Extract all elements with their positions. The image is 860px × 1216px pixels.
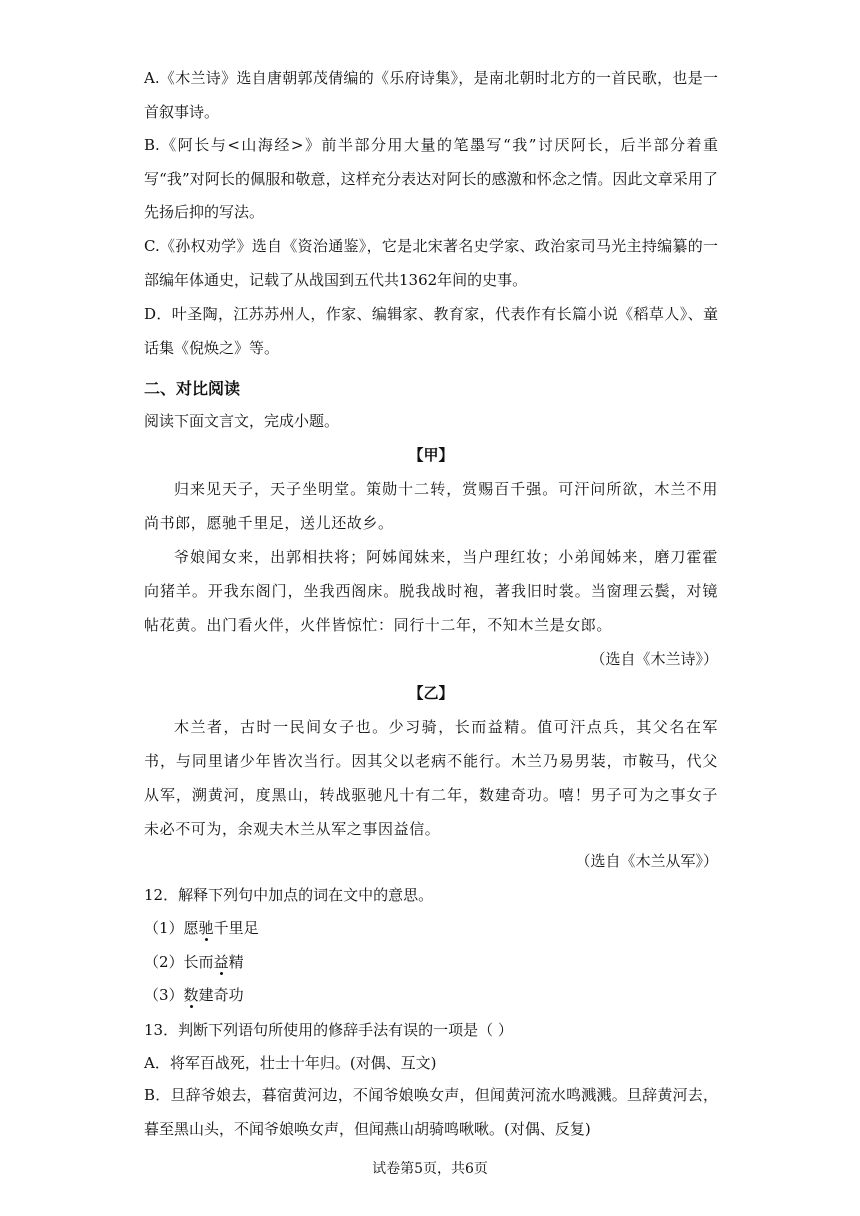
section-instruction: 阅读下面文言文，完成小题。 — [144, 412, 340, 430]
q12-item-number: （1） — [144, 919, 184, 937]
q12-item-3 — [144, 984, 718, 1005]
q12-item-text: 愿 — [183, 919, 199, 937]
page-footer: 试卷第5页，共6页 — [372, 1161, 488, 1177]
passage-yi-para1: 木兰者，古时一民间女子也。少习骑，长而益精。值可汗点兵，其父名在军书，与同里诸少年皆次当行。因其父以老病不能行。木兰乃易男装，市鞍马，代父从军，溯黄河，度黑山，转战驱驰凡十有二年，数建奇功。嘻！男子可为之事女子未必不可为，余观夫木兰从军之事因益信。 — [144, 718, 718, 838]
option-c-text: C.《孙权劝学》选自《资治通鉴》，它是北宋著名史学家、政治家司马光主持编纂的一部编年体通史，记载了从战国到五代共1362年间的史事。 — [144, 237, 718, 289]
option-d-text: D．叶圣陶，江苏苏州人，作家、编辑家、教育家，代表作有长篇小说《稻草人》、童话集《倪焕之》等。 — [144, 305, 718, 357]
passage-yi-label: 【乙】 — [408, 684, 454, 702]
q12-item-number: （2） — [144, 953, 184, 971]
dotted-character: 数 — [183, 986, 199, 1004]
passage-jia-source: （选自《木兰诗》） — [590, 650, 718, 668]
dotted-character: 益 — [213, 953, 229, 971]
option-a-text: A.《木兰诗》选自唐朝郭茂倩编的《乐府诗集》，是南北朝时北方的一首民歌，也是一首叙事诗。 — [144, 69, 718, 121]
passage-jia-label: 【甲】 — [408, 446, 454, 464]
dotted-character: 驰 — [198, 919, 214, 937]
q13-stem: 13．判断下列语句所使用的修辞手法有误的一项是（ ） — [144, 1021, 513, 1039]
q12-item-text: 建奇功 — [198, 986, 244, 1004]
q12-stem: 12．解释下列句中加点的词在文中的意思。 — [144, 886, 434, 904]
q12-item-2 — [144, 951, 718, 972]
passage-yi-source: （选自《木兰从军》） — [575, 852, 718, 870]
passage-jia-para2: 爷娘闻女来，出郭相扶将；阿姊闻妹来，当户理红妆；小弟闻姊来，磨刀霍霍向猪羊。开我东阁门，坐我西阁床。脱我战时袍，著我旧时裳。当窗理云鬓，对镜帖花黄。出门看火伴，火伴皆惊忙：同行十二年，不知木兰是女郎。 — [144, 548, 718, 634]
q12-item-text: 千里足 — [213, 919, 259, 937]
q13-option-a: A．将军百战死，壮士十年归。(对偶、互文) — [144, 1054, 437, 1072]
q12-item-number: （3） — [144, 986, 184, 1004]
passage-jia-para1: 归来见天子，天子坐明堂。策勋十二转，赏赐百千强。可汗问所欲，木兰不用尚书郎，愿驰千里足，送儿还故乡。 — [144, 480, 718, 532]
q13-option-b: B．旦辞爷娘去，暮宿黄河边，不闻爷娘唤女声，但闻黄河流水鸣溅溅。旦辞黄河去，暮至黑山头，不闻爷娘唤女声，但闻燕山胡骑鸣啾啾。(对偶、反复) — [144, 1086, 718, 1138]
section-title: 二、对比阅读 — [144, 379, 241, 398]
q12-item-text: 长而 — [183, 953, 214, 971]
q12-item-text: 精 — [228, 953, 244, 971]
option-b-text: B.《阿长与<山海经>》前半部分用大量的笔墨写“我”讨厌阿长，后半部分着重写“我”对阿长的佩服和敬意，这样充分表达对阿长的感激和怀念之情。因此文章采用了先扬后抑的写法。 — [144, 136, 718, 221]
q12-item-1 — [144, 917, 718, 938]
